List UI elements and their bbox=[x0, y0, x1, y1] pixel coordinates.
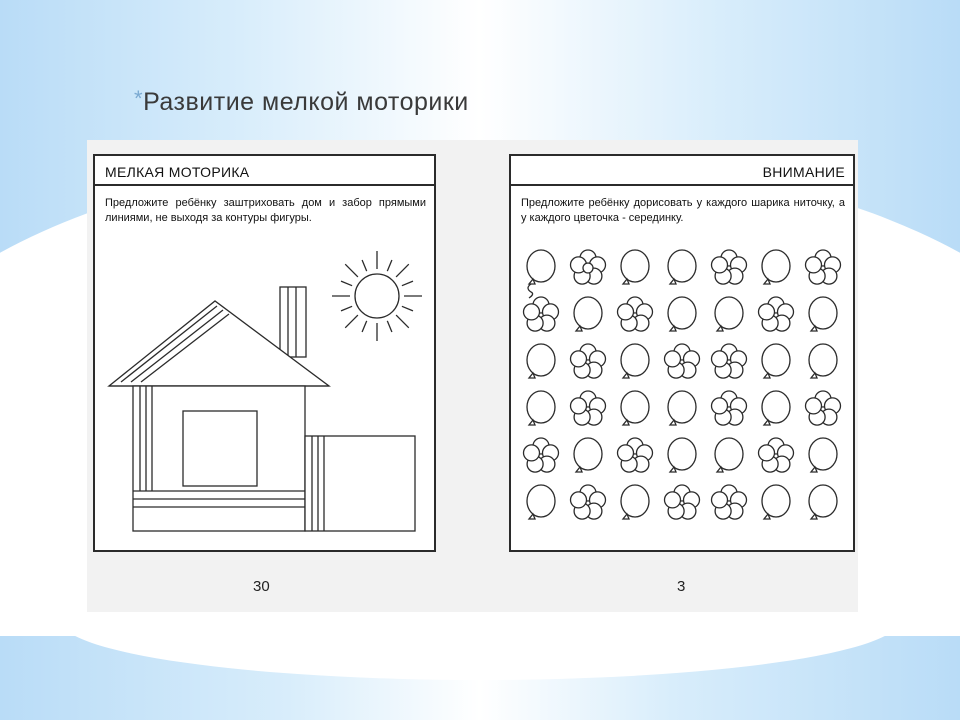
balloon-icon bbox=[715, 297, 743, 331]
balloon-icon bbox=[762, 485, 790, 519]
flower-icon bbox=[712, 391, 747, 425]
balloon-icon bbox=[668, 391, 696, 425]
sun-ray bbox=[387, 260, 392, 271]
balloon-icon bbox=[621, 485, 649, 519]
flower-icon bbox=[571, 391, 606, 425]
flower-icon bbox=[712, 344, 747, 378]
right-page-number: 3 bbox=[677, 578, 686, 595]
sun-ray bbox=[396, 264, 409, 277]
flower-icon bbox=[571, 485, 606, 519]
flower-icon bbox=[524, 438, 559, 472]
left-page-panel bbox=[93, 154, 436, 552]
sun-ray bbox=[362, 321, 367, 332]
balloon-icon bbox=[621, 391, 649, 425]
title-bullet: * bbox=[134, 86, 144, 111]
sun-ray bbox=[341, 306, 352, 311]
balloon-icon bbox=[809, 485, 837, 519]
balloon-icon bbox=[527, 485, 555, 519]
flower-icon bbox=[806, 250, 841, 284]
flower-icon bbox=[806, 391, 841, 425]
chimney bbox=[280, 287, 306, 357]
sun-ray bbox=[345, 264, 358, 277]
flower-icon bbox=[712, 485, 747, 519]
house-body bbox=[133, 386, 305, 531]
balloon-icon bbox=[574, 297, 602, 331]
flower-icon bbox=[759, 297, 794, 331]
balloon-icon bbox=[621, 344, 649, 378]
flower-icon bbox=[665, 485, 700, 519]
sun-ray bbox=[402, 306, 413, 311]
left-page-header-title: МЕЛКАЯ МОТОРИКА bbox=[105, 164, 250, 180]
balloon-icon bbox=[762, 250, 790, 284]
sun-ray bbox=[396, 315, 409, 328]
left-page-number: 30 bbox=[253, 578, 270, 595]
right-page-panel bbox=[509, 154, 855, 552]
house-drawing bbox=[95, 156, 434, 550]
flower-icon bbox=[571, 344, 606, 378]
flower-icon bbox=[665, 344, 700, 378]
right-page-instruction: Предложите ребёнку дорисовать у каждого шарика ниточку, а у каждого цветочка - серединку. bbox=[521, 197, 845, 224]
sun-ray bbox=[345, 315, 358, 328]
balloon-icon bbox=[668, 250, 696, 284]
flower-icon bbox=[618, 297, 653, 331]
worksheet-scan bbox=[87, 140, 858, 612]
flower-icon bbox=[524, 297, 559, 331]
balloon-icon bbox=[809, 438, 837, 472]
balloon-icon bbox=[809, 297, 837, 331]
balloon-icon bbox=[574, 438, 602, 472]
balloon-icon bbox=[715, 438, 743, 472]
title-text: Развитие мелкой моторики bbox=[143, 88, 469, 116]
balloon-icon bbox=[527, 391, 555, 425]
balloon-icon bbox=[527, 250, 555, 298]
sun-ray bbox=[387, 321, 392, 332]
slide-title bbox=[134, 86, 469, 117]
sun-ray bbox=[362, 260, 367, 271]
balloon-icon bbox=[809, 344, 837, 378]
balloons-flowers-grid bbox=[511, 156, 853, 550]
balloon-icon bbox=[668, 438, 696, 472]
flower-icon bbox=[571, 250, 606, 284]
balloon-icon bbox=[762, 344, 790, 378]
fence bbox=[305, 436, 415, 531]
balloon-icon bbox=[668, 297, 696, 331]
balloon-icon bbox=[621, 250, 649, 284]
left-page-instruction: Предложите ребёнку заштриховать дом и забор прямыми линиями, не выходя за контуры фигуры. bbox=[105, 197, 426, 224]
sun-ray bbox=[402, 281, 413, 286]
balloon-icon bbox=[527, 344, 555, 378]
sun-icon bbox=[332, 251, 422, 341]
flower-icon bbox=[759, 438, 794, 472]
right-page-header-title: ВНИМАНИЕ bbox=[762, 164, 845, 180]
sun-ray bbox=[341, 281, 352, 286]
balloon-icon bbox=[762, 391, 790, 425]
flower-icon bbox=[618, 438, 653, 472]
flower-icon bbox=[712, 250, 747, 284]
